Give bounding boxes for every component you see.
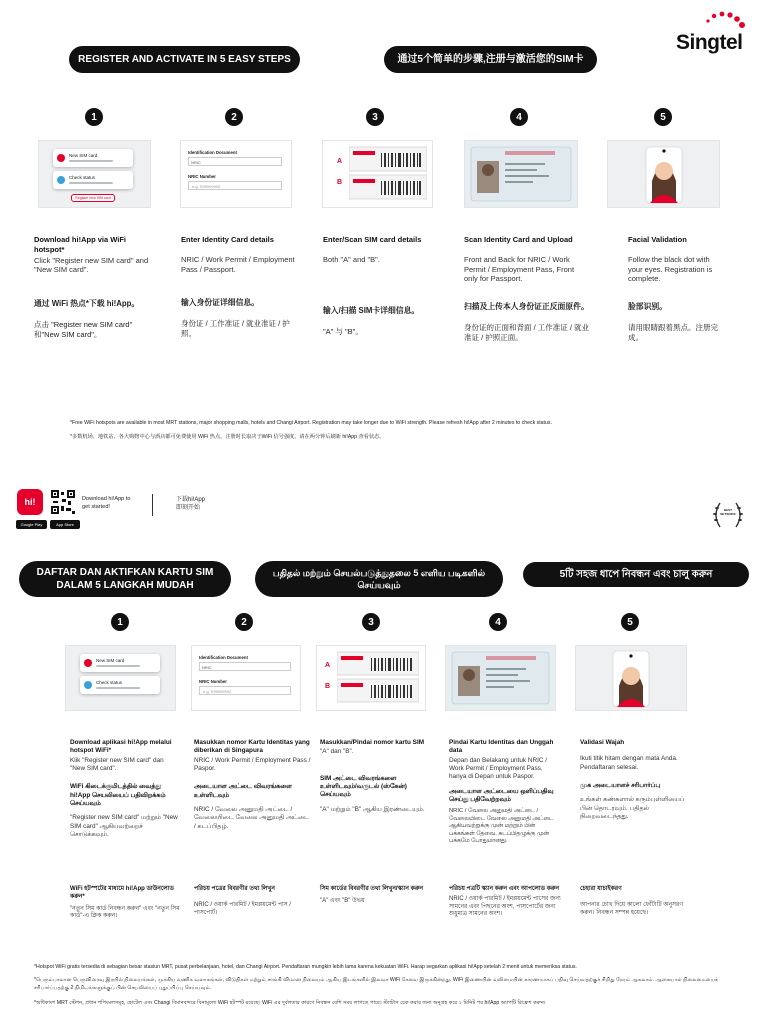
award-laurel-icon [708, 499, 748, 531]
step-number-1-bottom: 1 [111, 613, 129, 631]
step-number-2: 2 [225, 108, 243, 126]
step2-zh-desc: 身份证 / 工作准证 / 就业准证 / 护照。 [181, 319, 290, 339]
download-text-en: Download hi!App to get started! [82, 496, 131, 510]
step2-desc: NRIC / Work Permit / Employment Pass / Passport. [181, 254, 295, 274]
step5-title: Facial Validation [628, 235, 687, 244]
award-text: BEST NETWORK [720, 508, 736, 516]
b-step3-bn-desc: "A" এবং "B" উভয় [320, 897, 365, 904]
b-step2-bn-title: পরিচয় পত্রের বিবরণীর তথ্য লিখুন [194, 886, 275, 892]
b-step1-ta-title: WiFi கிடைக்குமிடத்தில் வைத்து hi!App செயலியைப் பதிவிறக்கம் செய்யவும் [70, 783, 166, 807]
step5-desc: Follow the black dot with your eyes. Registration is complete. [628, 254, 713, 284]
sim-barcode-icon [349, 145, 427, 203]
nric-number-field: e.g. S9999999Z [188, 181, 282, 190]
title-ms: DAFTAR DAN AKTIFKAN KARTU SIM DALAM 5 LANGKAH MUDAH [19, 561, 231, 597]
status-icon [57, 176, 65, 184]
id-card-scan-thumbnail-bottom [445, 645, 556, 711]
sim-icon [57, 154, 65, 162]
wifi-note-bn: *অধিকাংশ MRT স্টেশন, প্রধান শপিংমলসমূহ, হোটেল এবং Changi বিমানবন্দরে বিনামূল্যে WiFi হটস্পট রয়েছে। WiFi এর দুর্বলতার কারণে নিবন্ধন বেশি সময় লাগতে পারে। স্ট্যাটাস চেক করার জন্য অনুগ্রহ করে ২ মিনিট পর hi!App অ্যাপটি রিফ্রেশ করুন। [34, 1000, 546, 1006]
b-step3-ta-desc: "A" மற்றும் "B" ஆகிய இரண்டையும். [320, 805, 425, 813]
download-text-zh-2: 即刻开始 [176, 505, 201, 512]
hiapp-screen-thumbnail-bottom: New SIM card Check status [65, 645, 176, 711]
b-step1-ta-desc: "Register new SIM card" மற்றும் "New SIM card" ஆகியவற்றைச் சொடுக்கவும். [70, 814, 178, 838]
step3-title: Enter/Scan SIM card details [323, 235, 422, 244]
check-status-label: Check status [69, 175, 96, 180]
wifi-note-en: *Free WiFi hotspots are available in most MRT stations, major shopping malls, hotels and Changi Airport. Registration may take longer due to WiFi strength. Please refresh hi!App after 2 minutes to check status. [70, 420, 552, 426]
qr-code-icon [50, 489, 76, 515]
step4-zh-title: 扫描及上传本人身份证正反面原件。 [464, 302, 589, 311]
new-sim-label: New SIM card [69, 153, 98, 158]
step-number-3-bottom: 3 [362, 613, 380, 631]
b-step3-ms-desc: "A" dan "B". [320, 748, 354, 756]
step3-zh-desc: "A" 与 "B"。 [323, 326, 363, 336]
id-form-thumbnail [180, 140, 292, 208]
b-step1-ms-title: Download aplikasi hi!App melalui hotspot WiFi* [70, 739, 172, 755]
step-number-3: 3 [366, 108, 384, 126]
step-number-5: 5 [654, 108, 672, 126]
b-step2-ta-desc: NRIC / வேலை அனுமதி அட்டை / வேலையிடை வேலை அனுமதி அட்டை / கடப்பிதழ். [194, 805, 310, 830]
divider [152, 494, 153, 516]
app-store-badge[interactable]: App Store [50, 520, 80, 529]
wifi-note-zh: *多数机场、地铁站、各大购物中心与酒店都可免费使用 WiFi 热点。注册时长取决于WiFi 信号强度。请在两分钟后刷新 hi!App 查看状态。 [70, 434, 385, 440]
id-form-thumbnail-bottom: Identification Document NRIC NRIC Number e.g. S9999999Z [191, 645, 301, 711]
step4-desc: Front and Back for NRIC / Work Permit / Employment Pass, Front only for Passport. [464, 254, 575, 284]
wifi-note-ta: *பெரும்பாலான பெருவிரைவு இரயில் நிலையங்கள், முக்கிய வணிக வளாகங்கள், விடுதிகள் மற்றும் சாங்கி விமான நிலையம் ஆகிய இடங்களில் இலவச WiFi சேவை இருக்கின்றது. WiFi இணையின் வலிமையின் காரணமாகப் பதிவு செய்வதற்குச் சிறிது நேரம் ஆகலாம். ஆகையால் நிலைமையைச் சரிபார்ப்பதற்கு 2 நிமிடங்களுக்குப் பின் செயலியைப் புதுப்பிப்பு செய்யவும். [34, 977, 718, 991]
b-step5-ta-title: முக அடையாளச் சரிபார்ப்பு [580, 781, 661, 789]
hiapp-logo: hi! [17, 489, 43, 515]
b-step2-ms-title: Masukkan nomor Kartu Identitas yang diberikan di Singapura [194, 739, 310, 755]
step3-desc: Both "A" and "B". [323, 254, 380, 264]
b-step3-bn-title: সিম কার্ডের বিবরণীর তথ্য লিখুন/স্ক্যান করুন [320, 886, 424, 892]
title-en: REGISTER AND ACTIVATE IN 5 EASY STEPS [69, 46, 300, 73]
step1-zh-desc: 点击 "Register new SIM card" 和"New SIM card"。 [34, 320, 133, 339]
sim-card-thumbnail-bottom: A B [316, 645, 426, 711]
singtel-dots-icon [676, 10, 752, 30]
nric-card-icon [465, 141, 577, 207]
face-validation-thumbnail-bottom [575, 645, 687, 711]
google-play-badge[interactable]: Google Play [16, 520, 47, 529]
step1-zh-title: 通过 WiFi 热点*下载 hi!App。 [34, 299, 140, 308]
b-step2-bn-desc: NRIC / ওয়ার্ক পারমিট / ইমপ্লয়মেন্ট পাস / পাসপোর্ট। [194, 901, 291, 916]
title-ta: பதிதல் மற்றும் செயல்படுத்துதலை 5 எளிய படிகளில் செய்யவும் [255, 561, 503, 597]
b-step5-ms-title: Validasi Wajah [580, 739, 625, 746]
step4-title: Scan Identity Card and Upload [464, 235, 573, 244]
b-step5-ta-desc: உங்கள் கண்களால் கரும்புள்ளியைப் பின் தொடரவும். பதிதல் நிறைவடைந்தது. [580, 796, 685, 820]
b-step4-ta-title: அடையாள அட்டையை ஒளிப்பதிவு செய்து பதிவேற்றவும் [449, 787, 554, 803]
b-step5-ms-desc: Ikuti titik hitam dengan mata Anda. Pendaftaran selesai. [580, 755, 678, 771]
step2-title: Enter Identity Card details [181, 235, 274, 244]
id-doc-label: Identification Document [188, 150, 237, 155]
face-avatar-icon [608, 141, 719, 207]
hiapp-screen-thumbnail [38, 140, 151, 208]
b-step4-bn-title: পরিচয় পত্রটি স্ক্যান করুন এবং আপলোড করুন [449, 886, 560, 892]
b-step5-bn-title: চেহারা যাচাইকরণ [580, 886, 622, 892]
brand-name: Singtel [676, 31, 743, 54]
step5-zh-desc: 请用眼睛跟着黑点。注册完成。 [628, 323, 718, 342]
step5-zh-title: 脸部识别。 [628, 302, 667, 311]
title-bn: 5টি সহজ ধাপে নিবন্ধন এবং চালু করুন [523, 562, 749, 587]
nric-select: NRIC [188, 157, 282, 166]
step-number-5-bottom: 5 [621, 613, 639, 631]
b-step4-ms-desc: Depan dan Belakang untuk NRIC / Work Permit / Employment Pass, hanya di Depan untuk Paspor. [449, 756, 548, 781]
b-step2-ms-desc: NRIC / Work Permit / Employment Pass / Paspor. [194, 756, 311, 772]
b-step3-ta-title: SIM அட்டை விவரங்களை உள்ளிடவும்/வருடல் (ஸ்கேன்) செய்யவும் [320, 774, 407, 799]
step3-zh-title: 输入/扫描 SIM卡详细信息。 [323, 305, 420, 315]
b-step3-ms-title: Masukkan/Pindai nomor kartu SIM [320, 739, 425, 746]
b-step1-bn-title: WiFi হটস্পটের মাধ্যমে hi!App ডাউনলোড করুন* [70, 886, 174, 900]
b-step1-ms-desc: Klik "Register new SIM card" dan "New SIM card". [70, 756, 164, 772]
step-number-1: 1 [85, 108, 103, 126]
b-step5-bn-desc: আপনার চোখ দিয়ে কালো ফোঁটাটি অনুসরণ করুন। নিবন্ধন সম্পন্ন হয়েছে। [580, 901, 683, 916]
register-sim-button: Register new SIM card [71, 194, 115, 202]
step1-desc: Click "Register new SIM card" and "New SIM card". [34, 255, 149, 275]
id-card-scan-thumbnail [464, 140, 578, 208]
b-step4-ms-title: Pindai Kartu Identitas dan Unggah data [449, 739, 554, 755]
step-number-4: 4 [510, 108, 528, 126]
b-step4-bn-desc: NRIC / ওয়ার্ক পারমিট / ইমপ্লয়মেন্ট পাসের জন্য সামনের এবং পিছনের অংশ, পাসপোর্টের জন্য শুধুমাত্র সামনের অংশ। [449, 895, 561, 918]
b-step1-bn-desc: "নতুন সিম কার্ড নিবন্ধন করুন" এবং "নতুন সিম কার্ড"-এ ক্লিক করুন। [70, 905, 180, 920]
step-number-2-bottom: 2 [235, 613, 253, 631]
nric-number-label: NRIC Number [188, 174, 216, 179]
download-text-zh-1: 下载hi!App [176, 497, 206, 503]
step2-zh-title: 输入身份证详细信息。 [181, 298, 259, 308]
sim-a-label: A [337, 158, 343, 165]
title-zh: 通过5个简单的步骤,注册与激活您的SIM卡 [384, 46, 597, 73]
face-validation-thumbnail [607, 140, 720, 208]
step4-zh-desc: 身份证的正面和背面 / 工作准证 / 就业准证 / 护照正面。 [464, 323, 590, 342]
b-step4-ta-desc: NRIC / வேலை அனுமதி அட்டை / வேலையிடை வேலை அனுமதி அட்டை ஆகியவற்றுக்கு முன் மற்றும் பின் பக்கங்கள் தேவை. கடப்பிதழுக்கு முன் பக்கமே போதுமானது. [449, 808, 554, 845]
sim-card-thumbnail [322, 140, 433, 208]
sim-b-label: B [337, 179, 343, 186]
singtel-logo [676, 10, 752, 54]
step-number-4-bottom: 4 [489, 613, 507, 631]
b-step2-ta-title: அடையாள அட்டை விவரங்களை உள்ளிடவும் [194, 783, 292, 799]
step1-title: Download hi!App via WiFi hotspot* [34, 235, 127, 254]
wifi-note-ms: *Hotspot WiFi gratis tersedia di sebagian besar stasiun MRT, pusat perbelanjaan, hotel, dan Changi Airport. Pendaftaran mungkin lebih lama karena kekuatan WiFi. Harap segarkan aplikasi hi!App setelah 2 menit untuk memeriksa status. [34, 964, 577, 970]
